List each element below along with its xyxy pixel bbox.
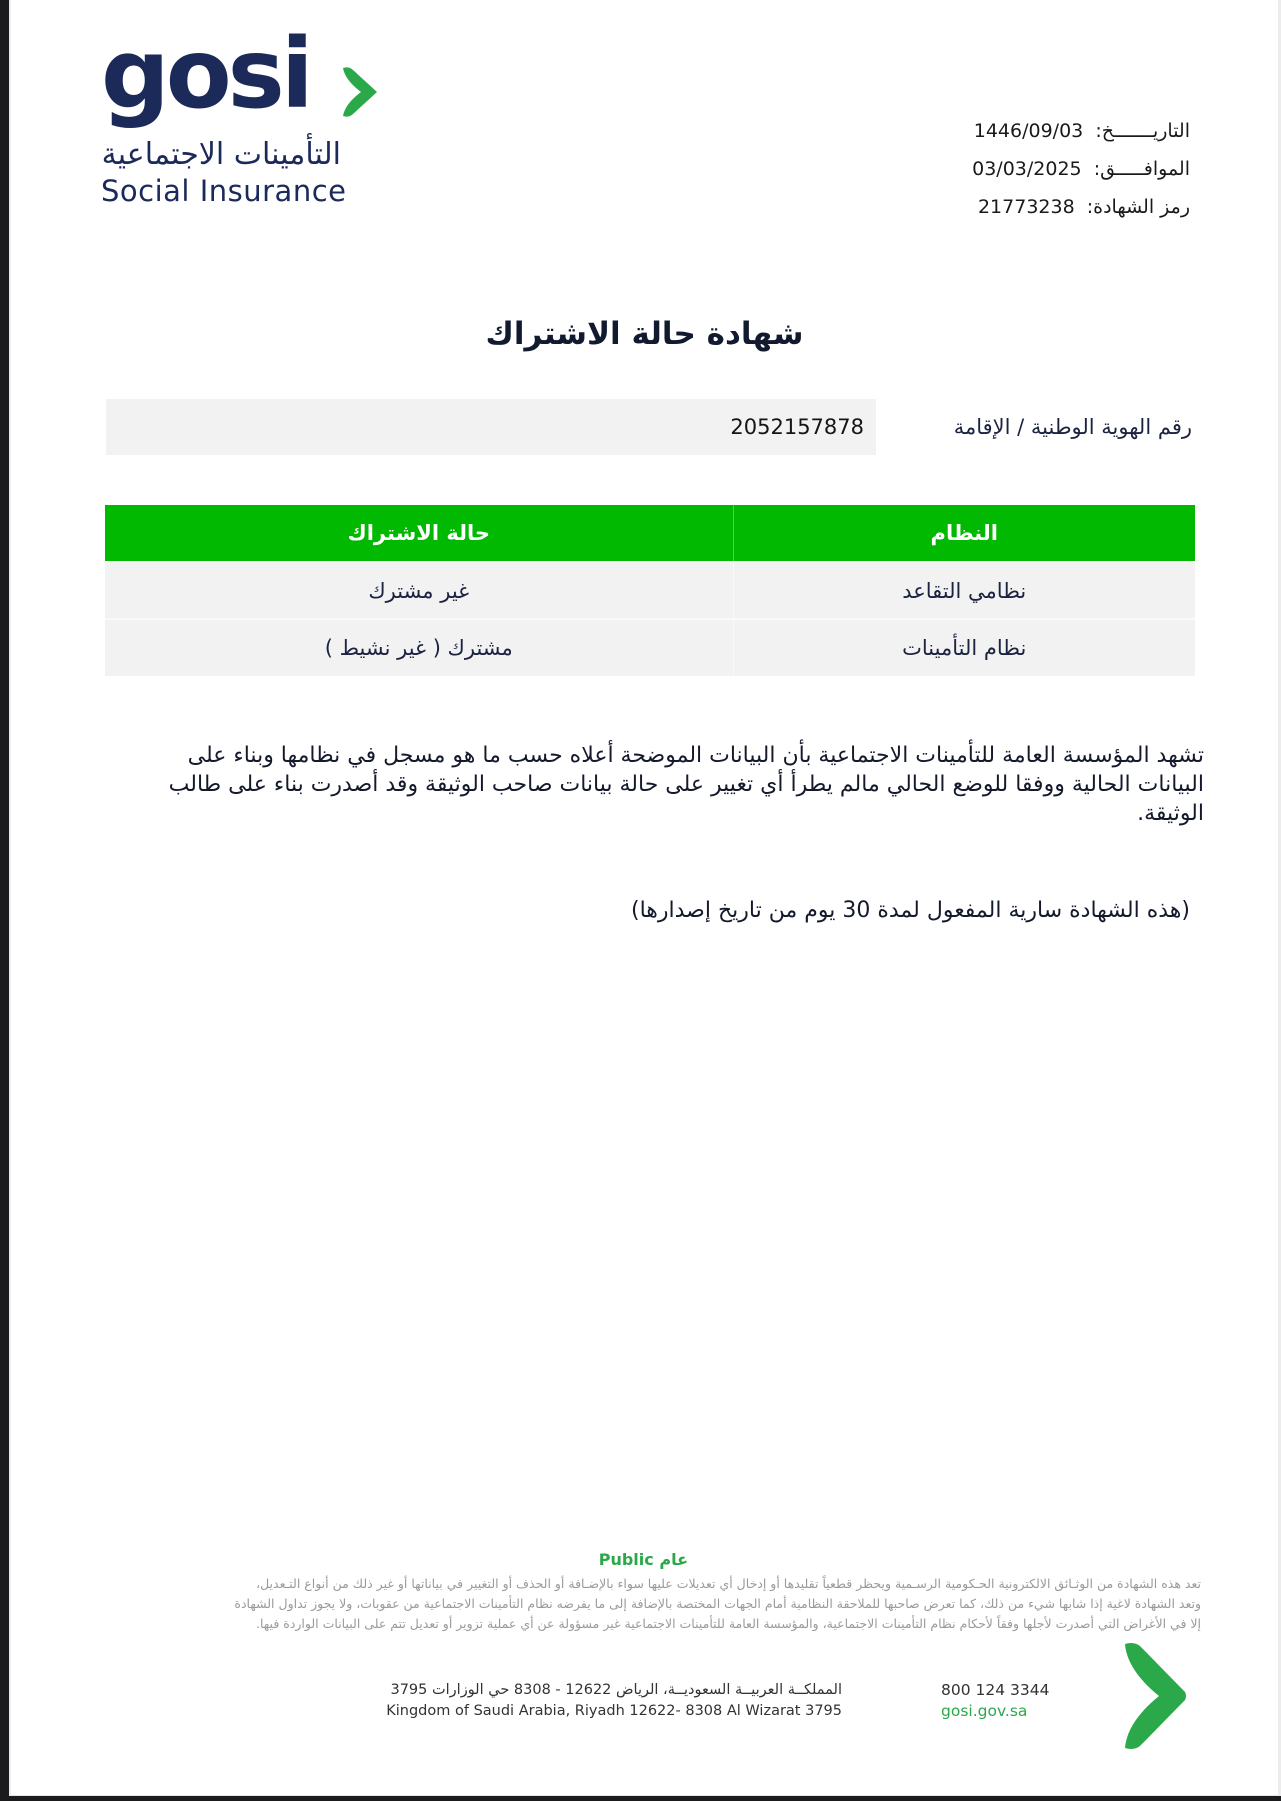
- address-english: Kingdom of Saudi Arabia, Riyadh 12622- 8308 Al Wizarat 3795: [386, 1703, 842, 1719]
- cell-status: مشترك ( غير نشيط ): [105, 619, 733, 676]
- contact-block: [941, 1680, 1049, 1722]
- certificate-code-label: رمز الشهادة:: [1086, 196, 1190, 218]
- cell-system: نظام التأمينات: [733, 619, 1195, 676]
- subscription-status-table: [105, 505, 1195, 676]
- address-block: [386, 1680, 842, 1722]
- table-row: [105, 619, 1195, 676]
- table-header-row: [105, 505, 1195, 562]
- certificate-meta: [972, 112, 1190, 226]
- identity-label: رقم الهوية الوطنية / الإقامة: [953, 415, 1192, 439]
- logo-wordmark: gosi: [101, 18, 310, 130]
- logo-chevron-icon: [339, 66, 379, 118]
- disclaimer-line: تعد هذه الشهادة من الوثـائق الالكترونية الحـكومية الرسـمية ويحظر قطعياً تقليدها أو إدخال أي تعديلات عليها سواء بالإضـافة أو الحذف أو التغيير في بياناتها أو غير ذلك من أنواع التـعديل،: [256, 1576, 1201, 1591]
- disclaimer-line: وتعد الشهادة لاغية إذا شابها شيء من ذلك، كما تعرض صاحبها للملاحقة النظامية أمام الجهات المختصة بالإضافة إلى ما يفرضه نظام التأمينات الاجتماعية من عقوبات، ولا يجوز تداول الشهادة: [234, 1596, 1201, 1611]
- identity-value-box: [106, 399, 876, 455]
- classification-label: عام Public: [598, 1550, 688, 1569]
- certification-statement: تشهد المؤسسة العامة للتأمينات الاجتماعية بأن البيانات الموضحة أعلاه حسب ما هو مسجل في نظامها وبناء على البيانات الحالية ووفقا للوضع الحالي مالم يطرأ أي تغيير على حالة بيانات صاحب الوثيقة وقد أصدرت بناء على طالب الوثيقة.: [168, 743, 1204, 826]
- gregorian-date-row: [972, 150, 1190, 188]
- table-row: [105, 562, 1195, 619]
- cell-system: نظامي التقاعد: [733, 562, 1195, 619]
- identity-value: 2052157878: [730, 415, 864, 439]
- certificate-code-value: 21773238: [977, 196, 1075, 218]
- certificate-code-row: [972, 188, 1190, 226]
- header-system: النظام: [733, 505, 1195, 562]
- page-title: شهادة حالة الاشتراك: [485, 316, 804, 352]
- gregorian-date-label: الموافـــــق:: [1093, 158, 1190, 180]
- hijri-date-row: [972, 112, 1190, 150]
- cell-status: غير مشترك: [105, 562, 733, 619]
- gosi-logo: [101, 18, 401, 212]
- legal-disclaimer: [161, 1574, 1201, 1634]
- validity-note: (هذه الشهادة سارية المفعول لمدة 30 يوم من تاريخ إصدارها): [631, 898, 1190, 923]
- logo-english-name: Social Insurance: [101, 174, 347, 208]
- hijri-date-label: التاريـــــــخ:: [1095, 120, 1190, 142]
- disclaimer-line: إلا في الأغراض التي أصدرت لأجلها وفقاً لأحكام نظام التأمينات الاجتماعية، والمؤسسة العامة للتأمينات الاجتماعية غير مسؤولة عن أي عملية تزوير أو تعديل تتم على البيانات الواردة فيها.: [256, 1616, 1201, 1631]
- identity-row: [106, 399, 1194, 455]
- certificate-page: [9, 0, 1281, 1796]
- phone-number: 800 124 3344: [941, 1681, 1050, 1699]
- logo-arabic-name: التأمينات الاجتماعية: [101, 137, 341, 172]
- hijri-date-value: 1446/09/03: [973, 120, 1084, 142]
- address-arabic: المملكــة العربيــة السعوديــة، الرياض 12622 - 8308 حي الوزارات 3795: [390, 1682, 842, 1698]
- footer-chevron-icon: [1119, 1642, 1187, 1750]
- gregorian-date-value: 03/03/2025: [972, 158, 1082, 180]
- header-status: حالة الاشتراك: [105, 505, 733, 562]
- website-link[interactable]: gosi.gov.sa: [941, 1702, 1028, 1720]
